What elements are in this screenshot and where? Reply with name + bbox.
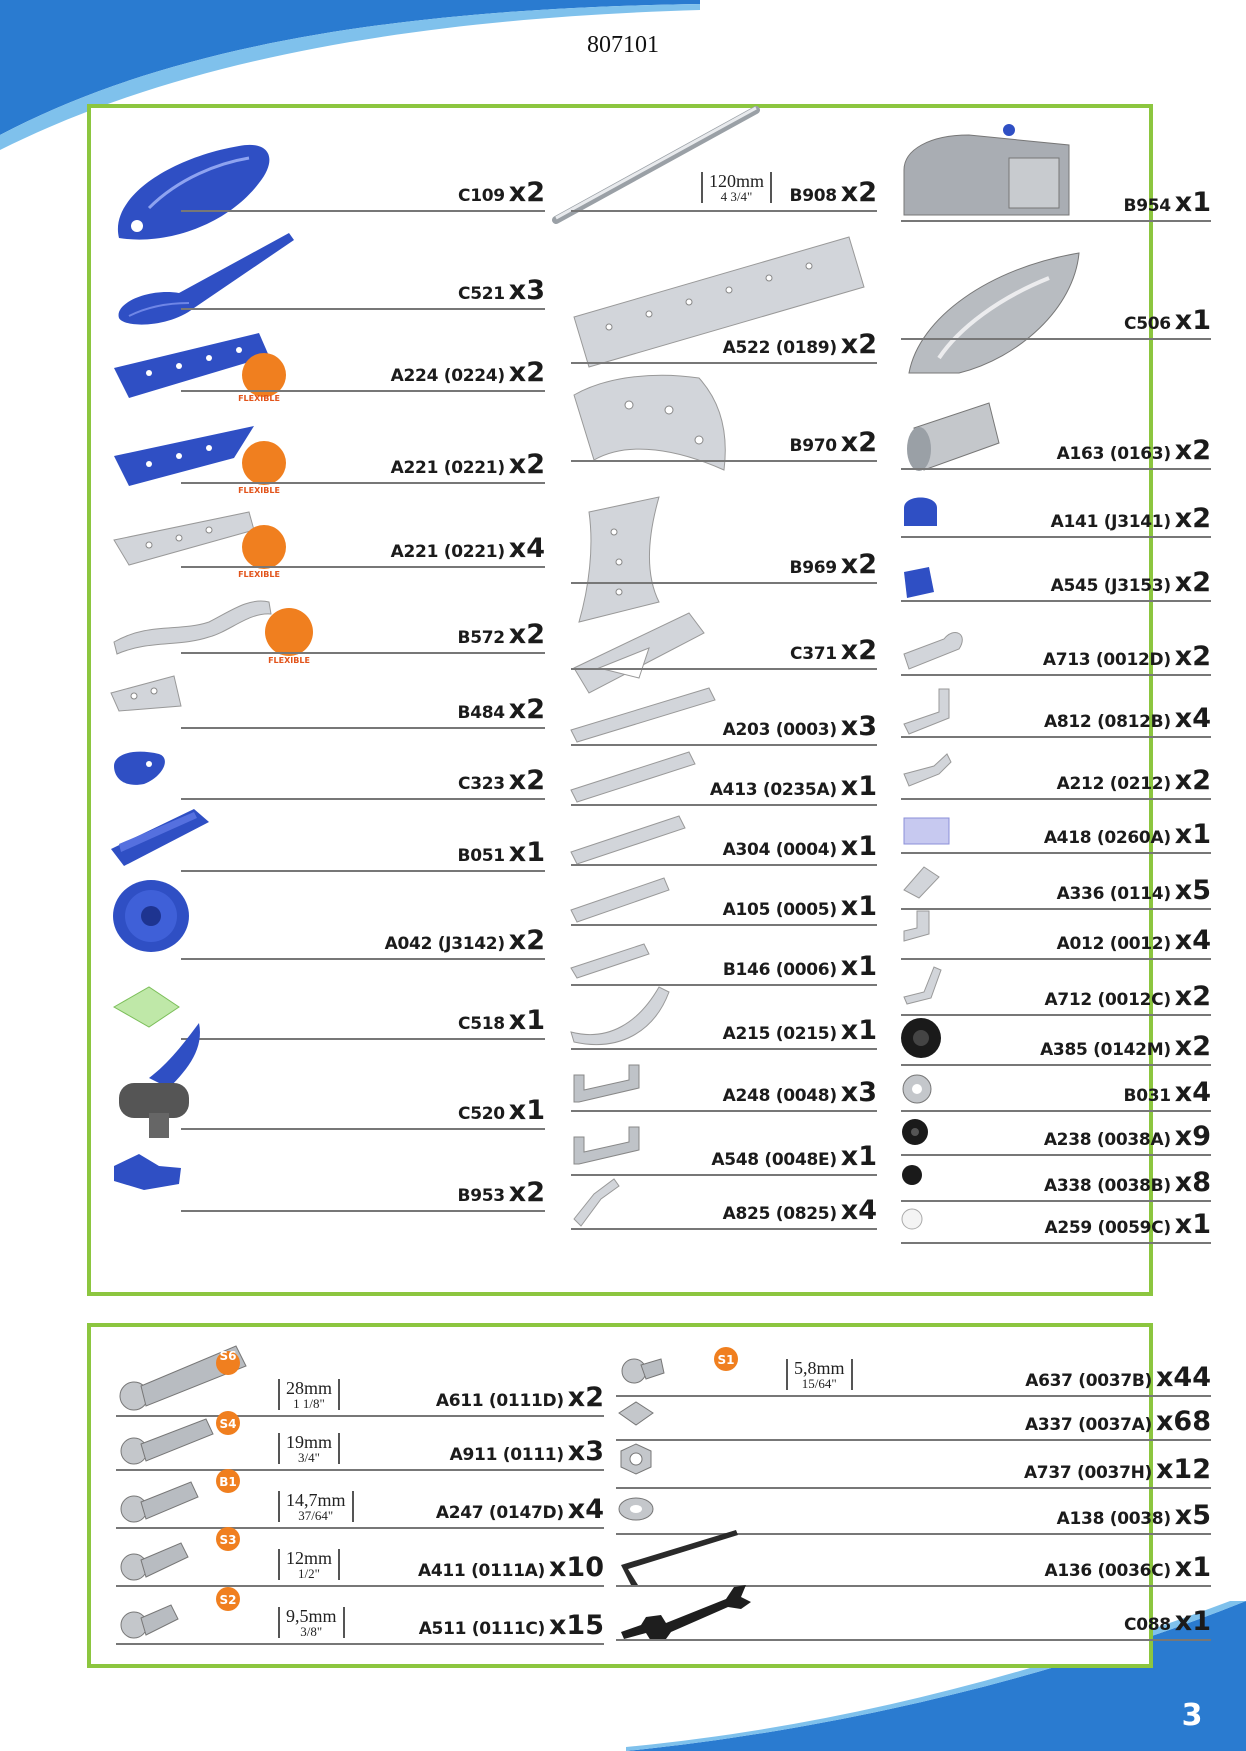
blue-block-icon: [109, 1146, 189, 1196]
part-a418: [901, 819, 1211, 854]
part-a259: [901, 1209, 1211, 1244]
dimension-mm: 19mm: [286, 1432, 333, 1452]
part-a012: [901, 925, 1211, 960]
part-qty: x2: [1174, 435, 1211, 466]
part-qty: x2: [508, 925, 545, 956]
part-code: A247 (0147D): [435, 1503, 564, 1523]
dimension-inch: 1 1/8": [293, 1396, 325, 1411]
part-a522: [571, 329, 877, 364]
dimension-inch: 3/4": [298, 1450, 320, 1465]
part-a713: [901, 641, 1211, 676]
part-qty: x1: [840, 1141, 877, 1172]
part-qty: x2: [1174, 503, 1211, 534]
part-code: A713 (0012D): [1042, 650, 1171, 670]
part-qty: x4: [1174, 925, 1211, 956]
bolt-dimension: [278, 1379, 340, 1410]
part-code: C520: [458, 1104, 505, 1124]
part-code: A338 (0038B): [1044, 1176, 1171, 1196]
grey-shell-icon: [899, 248, 1089, 388]
part-code: A136 (0036C): [1044, 1561, 1171, 1581]
part-qty: x2: [1174, 567, 1211, 598]
part-a411: [116, 1533, 604, 1587]
part-b970: [571, 427, 877, 462]
part-qty: x4: [1174, 1077, 1211, 1108]
part-code: A224 (0224): [390, 366, 505, 386]
dimension-mm: 9,5mm: [286, 1606, 337, 1626]
part-c521: [181, 275, 545, 310]
part-qty: x1: [1174, 305, 1211, 336]
part-a548: [571, 1141, 877, 1176]
square-nut-icon: [616, 1399, 656, 1429]
part-code: B572: [457, 628, 505, 648]
part-code: B908: [789, 186, 837, 206]
part-qty: x3: [567, 1436, 604, 1467]
spanner-icon: [616, 1577, 756, 1647]
double-clip-icon: [899, 810, 959, 850]
part-code: A105 (0005): [722, 900, 837, 920]
dimension-inch: 37/64": [298, 1508, 334, 1523]
part-b051: [181, 837, 545, 872]
part-c520: [181, 1095, 545, 1130]
part-code: A418 (0260A): [1043, 828, 1171, 848]
part-b572: [181, 619, 545, 665]
part-qty: x2: [508, 619, 545, 650]
part-a105: [571, 891, 877, 926]
blue-track-icon: [109, 804, 219, 874]
part-qty: x2: [1174, 765, 1211, 796]
part-qty: x2: [508, 765, 545, 796]
sector-plate-icon: [569, 608, 709, 698]
dimension-mm: 120mm: [709, 171, 765, 191]
part-qty: x3: [840, 1077, 877, 1108]
dimension-inch: 4 3/4": [720, 189, 753, 204]
bolt-dimension: [278, 1433, 340, 1464]
part-qty: x44: [1156, 1362, 1211, 1393]
size-badge: S1: [717, 1353, 735, 1367]
part-c371: [571, 635, 877, 670]
part-a238: [901, 1121, 1211, 1156]
part-qty: x1: [1174, 187, 1211, 218]
part-c088: [616, 1606, 1211, 1641]
obtuse-bracket-icon: [899, 962, 949, 1007]
part-qty: x2: [567, 1382, 604, 1413]
strip-11-hole-icon: [569, 686, 719, 746]
part-code: A911 (0111): [449, 1445, 564, 1465]
dimension-mm: 28mm: [286, 1378, 333, 1398]
flexible-badge: FLEXIBLE: [268, 656, 310, 665]
part-a248: [571, 1077, 877, 1112]
part-code: A385 (0142M): [1040, 1040, 1171, 1060]
blue-flexible-plate-icon: [109, 328, 359, 408]
part-qty: x5: [1174, 1500, 1211, 1531]
part-code: A611 (0111D): [435, 1391, 564, 1411]
part-code: A141 (J3141): [1050, 512, 1171, 532]
part-code: A825 (0825): [722, 1204, 837, 1224]
part-code: C371: [790, 644, 837, 664]
part-a042: [181, 925, 545, 960]
dimension-inch: 15/64": [801, 1376, 837, 1391]
white-washer-icon: [899, 1206, 929, 1236]
part-qty: x2: [1174, 981, 1211, 1012]
part-code: C109: [458, 186, 505, 206]
strip-4-hole-icon: [569, 940, 659, 980]
dimension-mm: 14,7mm: [286, 1490, 346, 1510]
part-a221-blue: [181, 449, 545, 495]
part-qty: x1: [1174, 819, 1211, 850]
part-a224: [181, 357, 545, 403]
part-c518: [181, 1005, 545, 1040]
part-a304: [571, 831, 877, 866]
strip-9-hole-icon: [569, 750, 699, 805]
part-code: B970: [789, 436, 837, 456]
blue-cam-icon: [109, 746, 189, 796]
bolt-dimension: [786, 1359, 853, 1390]
part-code: A042 (J3142): [384, 934, 505, 954]
blue-bush-icon: [899, 564, 939, 604]
part-qty: x1: [508, 837, 545, 868]
part-code: A336 (0114): [1056, 884, 1171, 904]
part-code: A212 (0212): [1056, 774, 1171, 794]
long-bolt-icon: [116, 1341, 266, 1416]
document-number: 807101: [587, 32, 659, 58]
part-b953: [181, 1177, 545, 1212]
part-code: A304 (0004): [722, 840, 837, 860]
size-badge: S6: [219, 1349, 237, 1363]
part-code: B969: [789, 558, 837, 578]
part-qty: x2: [508, 449, 545, 480]
part-qty: x2: [840, 427, 877, 458]
curved-flexible-strip-icon: [569, 982, 679, 1052]
part-a385: [901, 1031, 1211, 1066]
part-qty: x1: [1174, 1552, 1211, 1583]
part-qty: x1: [508, 1005, 545, 1036]
u-bracket-icon: [569, 1060, 649, 1110]
part-qty: x2: [508, 177, 545, 208]
part-code: A812 (0812B): [1044, 712, 1171, 732]
washer-icon: [616, 1495, 656, 1523]
part-code: A637 (0037B): [1025, 1371, 1152, 1391]
part-code: A221 (0221): [390, 542, 505, 562]
part-qty: x8: [1174, 1167, 1211, 1198]
part-code: A545 (J3153): [1050, 576, 1171, 596]
part-qty: x2: [508, 1177, 545, 1208]
part-code: A248 (0048): [722, 1086, 837, 1106]
strip-7-hole-icon: [569, 812, 699, 867]
part-a141: [901, 503, 1211, 538]
part-qty: x9: [1174, 1121, 1211, 1152]
part-qty: x3: [840, 711, 877, 742]
blue-cap-icon: [899, 486, 944, 536]
part-code: B484: [457, 703, 505, 723]
size-badge: S3: [219, 1533, 237, 1547]
hinge-bracket-icon: [899, 862, 949, 902]
part-qty: x4: [567, 1494, 604, 1525]
part-code: A215 (0215): [722, 1024, 837, 1044]
part-a337: [616, 1406, 1211, 1441]
part-a812: [901, 703, 1211, 738]
part-qty: x10: [549, 1552, 604, 1583]
part-qty: x2: [508, 694, 545, 725]
angle-strip-icon: [569, 1174, 629, 1229]
part-qty: x2: [840, 635, 877, 666]
part-qty: x3: [508, 275, 545, 306]
part-a712: [901, 981, 1211, 1016]
curved-plate-icon: [569, 370, 739, 480]
part-a511: [116, 1593, 604, 1645]
parts-panel-main: [87, 104, 1211, 1296]
part-qty: x15: [549, 1610, 604, 1641]
part-code: A511 (0111C): [418, 1619, 545, 1639]
part-a336: [901, 875, 1211, 910]
size-badge: S2: [219, 1593, 237, 1607]
blue-triangle-plate-icon: [109, 416, 359, 496]
bolt-dimension: [278, 1491, 354, 1522]
angle-bracket-icon: [899, 684, 969, 739]
part-b031: [901, 1077, 1211, 1112]
part-qty: x1: [840, 831, 877, 862]
part-qty: x1: [840, 951, 877, 982]
collar-icon: [899, 1072, 939, 1107]
rod-dimension: [701, 172, 772, 203]
part-qty: x2: [508, 357, 545, 388]
flexible-badge: FLEXIBLE: [238, 486, 280, 495]
part-code: A548 (0048E): [711, 1150, 837, 1170]
size-badge: S4: [219, 1417, 237, 1431]
flexible-badge: FLEXIBLE: [238, 394, 280, 403]
part-code: C521: [458, 284, 505, 304]
part-qty: x68: [1156, 1406, 1211, 1437]
rubber-tyre-icon: [899, 1016, 944, 1061]
part-c109: [181, 177, 545, 212]
part-qty: x1: [508, 1095, 545, 1126]
part-a825: [571, 1195, 877, 1230]
part-code: C506: [1124, 314, 1171, 334]
part-a338: [901, 1167, 1211, 1202]
part-a221-metal: [181, 533, 545, 579]
strip-5-hole-icon: [569, 874, 679, 924]
part-a163: [901, 435, 1211, 470]
part-code: A337 (0037A): [1025, 1415, 1152, 1435]
part-code: A712 (0012C): [1044, 990, 1171, 1010]
part-qty: x4: [840, 1195, 877, 1226]
part-a737: [616, 1454, 1211, 1489]
part-code: B051: [457, 846, 505, 866]
part-qty: x1: [840, 771, 877, 802]
blue-handle-icon: [109, 218, 299, 328]
part-code: B146 (0006): [722, 960, 837, 980]
part-a212: [901, 765, 1211, 800]
part-code: A522 (0189): [722, 338, 837, 358]
part-qty: x2: [840, 549, 877, 580]
part-code: A259 (0059C): [1044, 1218, 1171, 1238]
part-qty: x12: [1156, 1454, 1211, 1485]
part-code: A163 (0163): [1056, 444, 1171, 464]
bolt-dimension: [278, 1549, 340, 1580]
black-washer-icon: [899, 1116, 934, 1151]
part-a215: [571, 1015, 877, 1050]
metal-triangle-plate-icon: [109, 500, 359, 580]
parts-panel-hardware: [87, 1323, 1211, 1668]
part-code: A737 (0037H): [1023, 1463, 1152, 1483]
small-black-washer-icon: [899, 1162, 929, 1192]
part-code: A413 (0235A): [709, 780, 837, 800]
page-number: 3: [1181, 1698, 1203, 1733]
part-qty: x5: [1174, 875, 1211, 906]
part-code: B953: [457, 1186, 505, 1206]
part-code: C088: [1124, 1615, 1171, 1635]
part-code: A411 (0111A): [418, 1561, 545, 1581]
part-a203: [571, 711, 877, 746]
part-qty: x4: [1174, 703, 1211, 734]
dimension-mm: 12mm: [286, 1548, 333, 1568]
small-triangle-plate-icon: [109, 671, 209, 721]
part-b908: [571, 171, 877, 212]
dimension-inch: 3/8": [300, 1624, 323, 1639]
flexible-badge: FLEXIBLE: [238, 570, 280, 579]
part-code: A012 (0012): [1056, 934, 1171, 954]
part-qty: x1: [1174, 1209, 1211, 1240]
part-code: A221 (0221): [390, 458, 505, 478]
bracket-icon: [899, 624, 969, 674]
part-qty: x1: [1174, 1606, 1211, 1637]
part-c323: [181, 765, 545, 800]
part-code: C323: [458, 774, 505, 794]
part-qty: x2: [840, 329, 877, 360]
part-qty: x1: [840, 891, 877, 922]
part-qty: x2: [1174, 1031, 1211, 1062]
part-code: A203 (0003): [722, 720, 837, 740]
part-qty: x2: [1174, 641, 1211, 672]
part-code: A138 (0038): [1056, 1509, 1171, 1529]
angle-bracket-small-icon: [899, 906, 939, 951]
part-c506: [901, 305, 1211, 340]
part-a637: [616, 1353, 1211, 1397]
part-qty: x2: [840, 177, 877, 208]
lock-nut-icon: [616, 1441, 656, 1477]
blue-pulley-icon: [109, 878, 199, 958]
curved-strip-icon: [109, 592, 349, 672]
part-b954: [901, 187, 1211, 222]
size-badge: B1: [219, 1475, 237, 1489]
sleeve-tube-icon: [899, 398, 1009, 478]
part-qty: x4: [508, 533, 545, 564]
dimension-inch: 1/2": [298, 1566, 320, 1581]
bolt-dimension: [278, 1607, 345, 1638]
part-qty: x1: [840, 1015, 877, 1046]
part-a545: [901, 567, 1211, 602]
double-bracket-icon: [569, 1122, 649, 1172]
part-code: A238 (0038A): [1043, 1130, 1171, 1150]
part-code: B031: [1123, 1086, 1171, 1106]
part-b484: [181, 694, 545, 729]
part-code: C518: [458, 1014, 505, 1034]
grey-housing-icon: [899, 120, 1079, 220]
part-a413: [571, 771, 877, 806]
small-bracket-icon: [899, 752, 959, 792]
part-b969: [571, 549, 877, 584]
part-code: B954: [1123, 196, 1171, 216]
dimension-mm: 5,8mm: [794, 1358, 845, 1378]
